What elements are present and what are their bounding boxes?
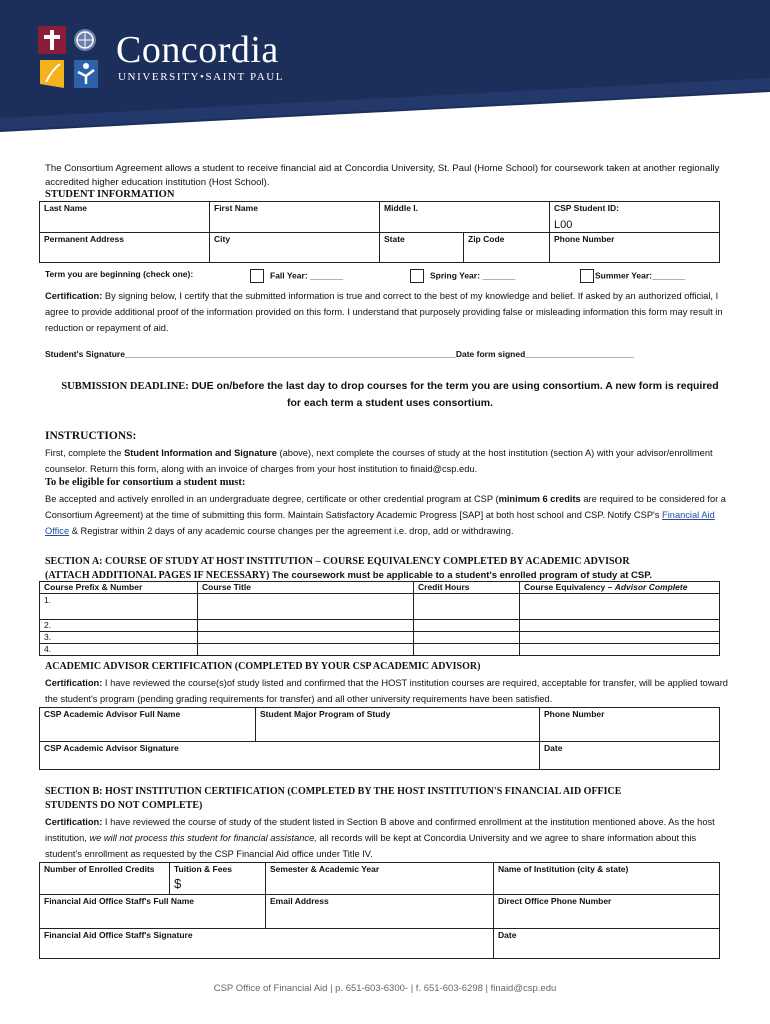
advisor-phone-field[interactable]: Phone Number [540,708,720,742]
host-table [39,862,720,959]
col-course-title: Course Title [198,582,414,594]
course-title-4[interactable] [198,644,414,656]
course-row-2[interactable]: 2. [40,620,198,632]
course-row-3[interactable]: 3. [40,632,198,644]
eligibility-paragraph: Be accepted and actively enrolled in an undergraduate degree, certificate or other credential program at CSP (minimum 6 credits are required to be considered for a Consortium Agreement) at the time of submitting this form. Maintain Satisfactory Academic Progress [SAP] at both host school and CSP. Notify CSP's Financial Aid Office & Registrar within 2 days of any academic course changes per the agreement i.e. drop, add or withdrawing. [45,494,726,536]
semester-year-field[interactable]: Semester & Academic Year [266,863,494,895]
term-summer-option[interactable]: Summer Year:_______ [580,269,685,283]
course-title-1[interactable] [198,594,414,620]
intro-text: The Consortium Agreement allows a student to receive financial aid at Concordia University, St. Paul (Home School) for coursework taken at another regionally accredited higher education institution (Host School). [45,163,720,188]
col-course-prefix: Course Prefix & Number [40,582,198,594]
equivalency-1[interactable] [520,594,720,620]
student-major-field[interactable]: Student Major Program of Study [256,708,540,742]
col-credit-hours: Credit Hours [414,582,520,594]
course-table [39,581,720,656]
advisor-signature-field[interactable]: CSP Academic Advisor Signature [40,742,540,770]
page-footer: CSP Office of Financial Aid | p. 651-603-6300- | f. 651-603-6298 | finaid@csp.edu [213,983,557,994]
state-field[interactable]: State [380,233,464,263]
enrolled-credits-field[interactable]: Number of Enrolled Credits [40,863,170,895]
student-info-heading: STUDENT INFORMATION [45,189,175,200]
section-a-subheading: (ATTACH ADDITIONAL PAGES IF NECESSARY) The coursework must be applicable to a student's enrolled program of study at CSP. [45,570,653,581]
concordia-logo-icon [38,26,104,94]
tuition-value: $ [174,876,182,891]
host-certification-text: Certification: I have reviewed the course of study of the student listed in Section B above and confirmed enrollment at the institution mentioned above. As the host institution, we will not process this student for financial assistance, all records will be kept at Concordia University and we agree to share information about this student's enrollment as requested by the CSP Financial Aid office under Title IV. [45,817,715,859]
signature-line[interactable]: Student's Signature______________________________________________________________________Date form signed_______________________ [45,349,635,359]
page-header [0,0,770,132]
zip-code-field[interactable]: Zip Code [464,233,550,263]
csp-student-id-field[interactable]: CSP Student ID: L00 [550,202,720,233]
first-name-field[interactable]: First Name [210,202,380,233]
section-b-heading: SECTION B: HOST INSTITUTION CERTIFICATION (COMPLETED BY THE HOST INSTITUTION'S FINANCIAL AID OFFICE [45,786,622,797]
advisor-table [39,707,720,770]
equivalency-2[interactable] [520,620,720,632]
col-course-equivalency: Course Equivalency – Advisor Complete [520,582,720,594]
credit-hours-4[interactable] [414,644,520,656]
fall-checkbox[interactable] [250,269,264,283]
eligibility-heading: To be eligible for consortium a student must: [45,477,246,488]
section-b-subheading: STUDENTS DO NOT COMPLETE) [45,800,203,811]
summer-checkbox[interactable] [580,269,594,283]
staff-email-field[interactable]: Email Address [266,895,494,929]
permanent-address-field[interactable]: Permanent Address [40,233,210,263]
phone-number-field[interactable]: Phone Number [550,233,720,263]
csp-student-id-value: L00 [554,219,573,231]
brand-subtitle: UNIVERSITY•SAINT PAUL [118,71,285,83]
term-spring-option[interactable]: Spring Year: _______ [410,269,515,283]
advisor-cert-heading: ACADEMIC ADVISOR CERTIFICATION (COMPLETED BY YOUR CSP ACADEMIC ADVISOR) [45,661,481,672]
tuition-fees-field[interactable]: Tuition & Fees $ [170,863,266,895]
credit-hours-3[interactable] [414,632,520,644]
course-title-3[interactable] [198,632,414,644]
term-label: Term you are beginning (check one): [45,269,194,279]
institution-name-field[interactable]: Name of Institution (city & state) [494,863,720,895]
equivalency-4[interactable] [520,644,720,656]
staff-signature-field[interactable]: Financial Aid Office Staff's Signature [40,929,494,959]
last-name-field[interactable]: Last Name [40,202,210,233]
direct-phone-field[interactable]: Direct Office Phone Number [494,895,720,929]
term-fall-option[interactable]: Fall Year: _______ [250,269,343,283]
financial-aid-office-link[interactable]: Financial Aid Office [45,510,715,536]
advisor-certification-text: Certification: I have reviewed the course(s)of study listed and confirmed that the HOST institution courses are required, acceptable for transfer, will be applied toward the student's program (pending grading requirements for transfer) and all other university requirements have been satisfied. [45,678,728,704]
advisor-date-field[interactable]: Date [540,742,720,770]
staff-full-name-field[interactable]: Financial Aid Office Staff's Full Name [40,895,266,929]
course-row-1[interactable]: 1. [40,594,198,620]
student-certification: Certification: By signing below, I certify that the submitted information is true and correct to the best of my knowledge and belief. If asked by an authorized official, I agree to provide additional proof of the information provided on this form. I understand that purposely providing false or misleading information this form may result in reduction or repayment of aid. [45,291,723,333]
credit-hours-1[interactable] [414,594,520,620]
brand-name: Concordia [116,29,279,71]
advisor-full-name-field[interactable]: CSP Academic Advisor Full Name [40,708,256,742]
city-field[interactable]: City [210,233,380,263]
instructions-paragraph: First, complete the Student Information and Signature (above), next complete the courses of study at the host institution (section A) with your advisor/enrollment counselor. Return this form, along with an invoice of charges from your host institution to finaid@csp.edu. [45,448,713,474]
spring-checkbox[interactable] [410,269,424,283]
instructions-heading: INSTRUCTIONS: [45,430,137,442]
section-a-heading: SECTION A: COURSE OF STUDY AT HOST INSTITUTION – COURSE EQUIVALENCY COMPLETED BY ACADEMIC ADVISOR [45,556,630,567]
course-row-4[interactable]: 4. [40,644,198,656]
course-title-2[interactable] [198,620,414,632]
host-date-field[interactable]: Date [494,929,720,959]
middle-initial-field[interactable]: Middle I. [380,202,550,233]
submission-deadline: SUBMISSION DEADLINE: DUE on/before the last day to drop courses for the term you are using consortium. A new form is required for each term a student uses consortium. [61,380,719,409]
equivalency-3[interactable] [520,632,720,644]
student-info-table [39,201,720,263]
credit-hours-2[interactable] [414,620,520,632]
